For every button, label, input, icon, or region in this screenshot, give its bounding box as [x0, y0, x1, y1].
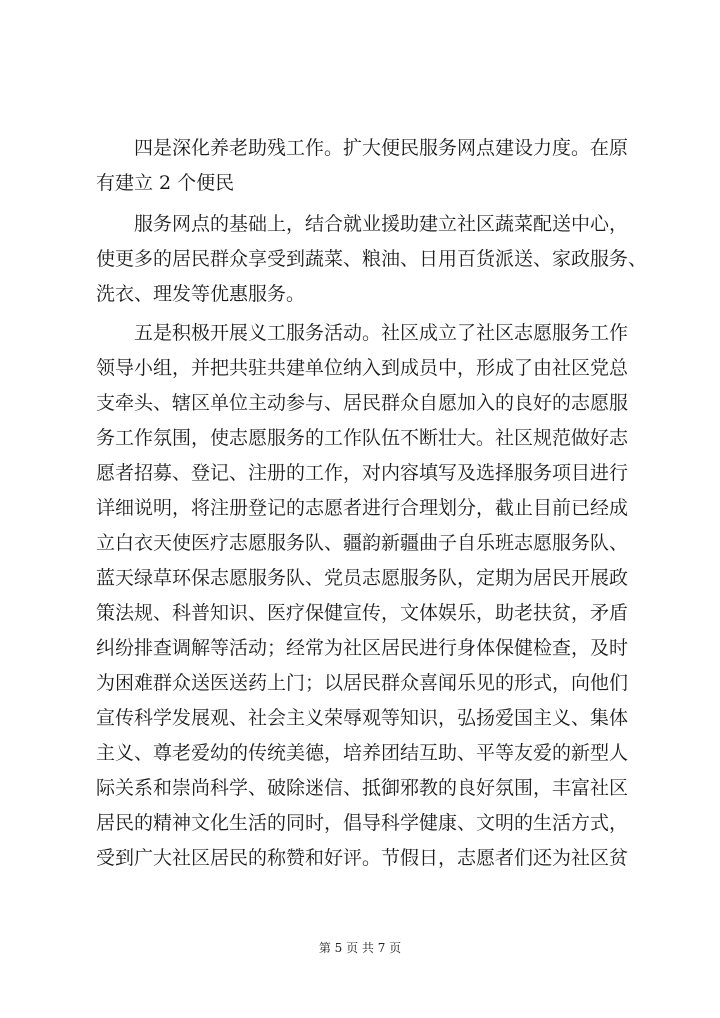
text-line: 务工作氛围，使志愿服务的工作队伍不断壮大。社区规范做好志	[96, 427, 629, 449]
text-line: 居民的精神文化生活的同时，倡导科学健康、文明的生活方式，	[96, 812, 629, 834]
text-line: 有建立 2 个便民	[96, 172, 235, 194]
text-line: 主义、尊老爱幼的传统美德，培养团结互助、平等友爱的新型人	[96, 742, 629, 764]
text-line: 受到广大社区居民的称赞和好评。节假日，志愿者们还为社区贫	[96, 847, 629, 869]
text-line: 详细说明，将注册登记的志愿者进行合理划分，截止目前已经成	[96, 497, 629, 519]
text-line: 际关系和崇尚科学、破除迷信、抵御邪教的良好氛围，丰富社区	[96, 777, 629, 799]
text-line: 蓝天绿草环保志愿服务队、党员志愿服务队，定期为居民开展政	[96, 567, 629, 589]
text-line: 愿者招募、登记、注册的工作，对内容填写及选择服务项目进行	[96, 462, 629, 484]
text-line: 领导小组，并把共驻共建单位纳入到成员中，形成了由社区党总	[96, 357, 629, 379]
text-line: 五是积极开展义工服务活动。社区成立了社区志愿服务工作	[134, 322, 629, 344]
text-line: 为困难群众送医送药上门；以居民群众喜闻乐见的形式，向他们	[96, 672, 629, 694]
text-line: 纠纷排查调解等活动；经常为社区居民进行身体保健检查，及时	[96, 637, 629, 659]
text-line: 洗衣、理发等优惠服务。	[96, 283, 306, 305]
text-line: 服务网点的基础上，结合就业援助建立社区蔬菜配送中心，	[134, 213, 629, 235]
text-line: 四是深化养老助残工作。扩大便民服务网点建设力度。在原	[134, 137, 629, 159]
text-line: 支牵头、辖区单位主动参与、居民群众自愿加入的良好的志愿服	[96, 392, 629, 414]
text-line: 使更多的居民群众享受到蔬菜、粮油、日用百货派送、家政服务、	[96, 248, 648, 270]
text-line: 立白衣天使医疗志愿服务队、疆韵新疆曲子自乐班志愿服务队、	[96, 532, 629, 554]
text-line: 策法规、科普知识、医疗保健宣传，文体娱乐，助老扶贫，矛盾	[96, 602, 629, 624]
page-number-footer: 第 5 页 共 7 页	[318, 941, 402, 955]
text-line: 宣传科学发展观、社会主义荣辱观等知识，弘扬爱国主义、集体	[96, 707, 629, 729]
